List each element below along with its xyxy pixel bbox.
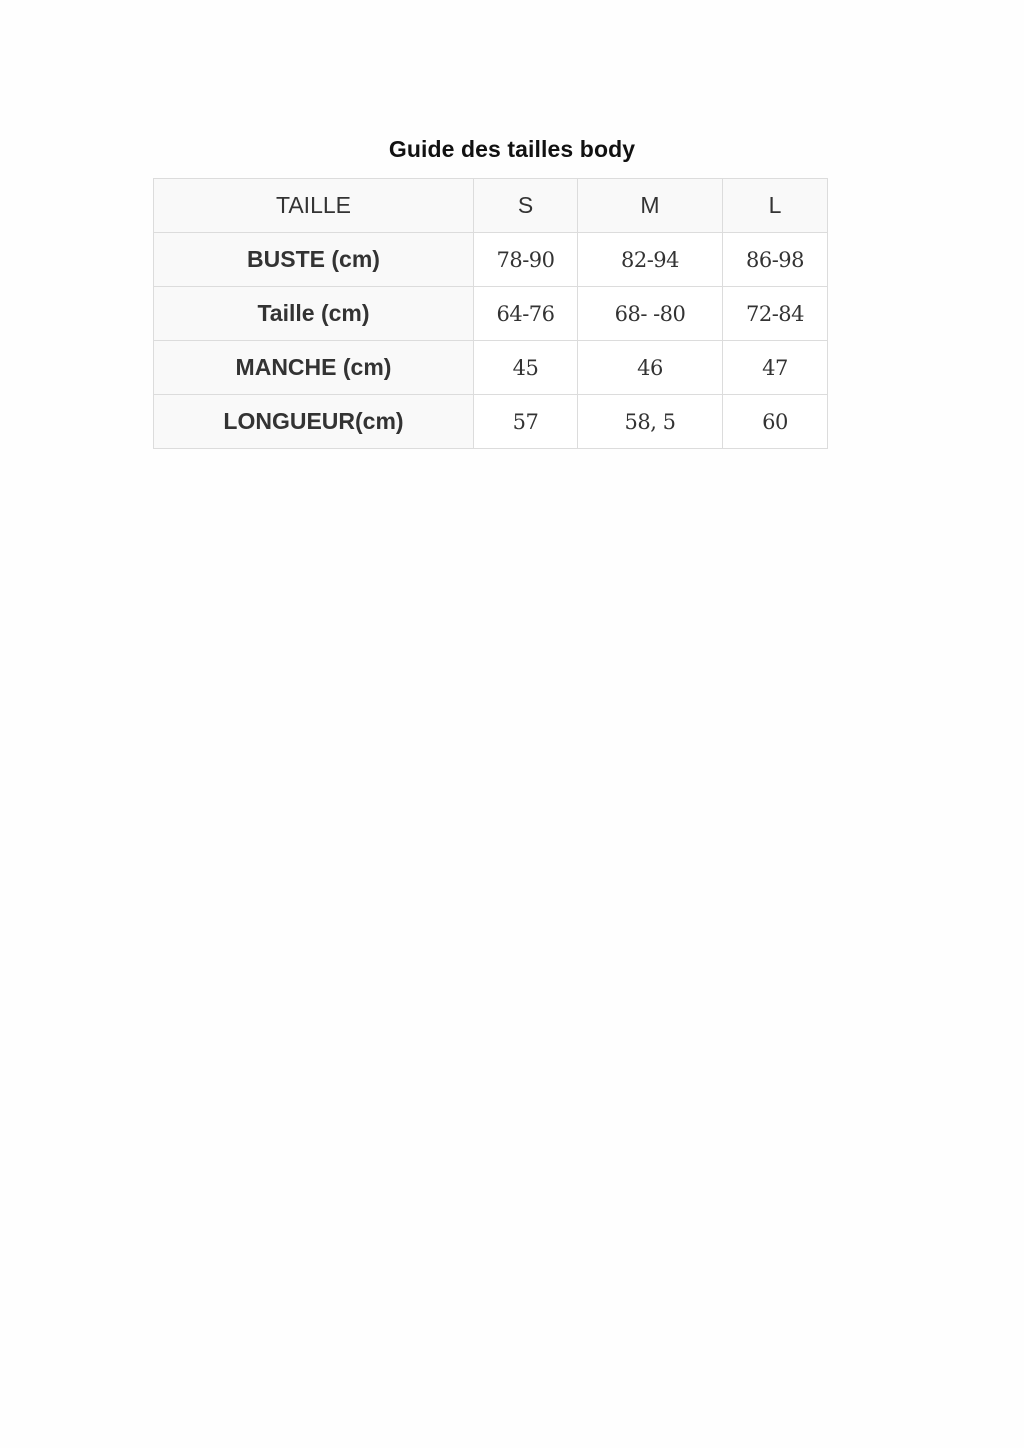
table-cell: 58, 5 xyxy=(578,395,723,449)
table-cell: 68- -80 xyxy=(578,287,723,341)
table-row xyxy=(154,341,828,395)
row-label: Taille (cm) xyxy=(154,287,474,341)
table-row xyxy=(154,395,828,449)
header-label-cell: TAILLE xyxy=(154,179,474,233)
table-cell: 82-94 xyxy=(578,233,723,287)
table-cell: 78-90 xyxy=(474,233,578,287)
table-cell: 47 xyxy=(723,341,828,395)
table-cell: 72-84 xyxy=(723,287,828,341)
size-guide-table xyxy=(153,178,828,449)
table-cell: 60 xyxy=(723,395,828,449)
header-size-m: M xyxy=(578,179,723,233)
page-title: Guide des tailles body xyxy=(388,136,636,162)
row-label: LONGUEUR(cm) xyxy=(154,395,474,449)
table-row xyxy=(154,287,828,341)
header-size-s: S xyxy=(474,179,578,233)
row-label: MANCHE (cm) xyxy=(154,341,474,395)
table-cell: 57 xyxy=(474,395,578,449)
table-cell: 45 xyxy=(474,341,578,395)
table-cell: 86-98 xyxy=(723,233,828,287)
table-cell: 46 xyxy=(578,341,723,395)
header-size-l: L xyxy=(723,179,828,233)
table-cell: 64-76 xyxy=(474,287,578,341)
row-label: BUSTE (cm) xyxy=(154,233,474,287)
table-header-row xyxy=(154,179,828,233)
table-row xyxy=(154,233,828,287)
